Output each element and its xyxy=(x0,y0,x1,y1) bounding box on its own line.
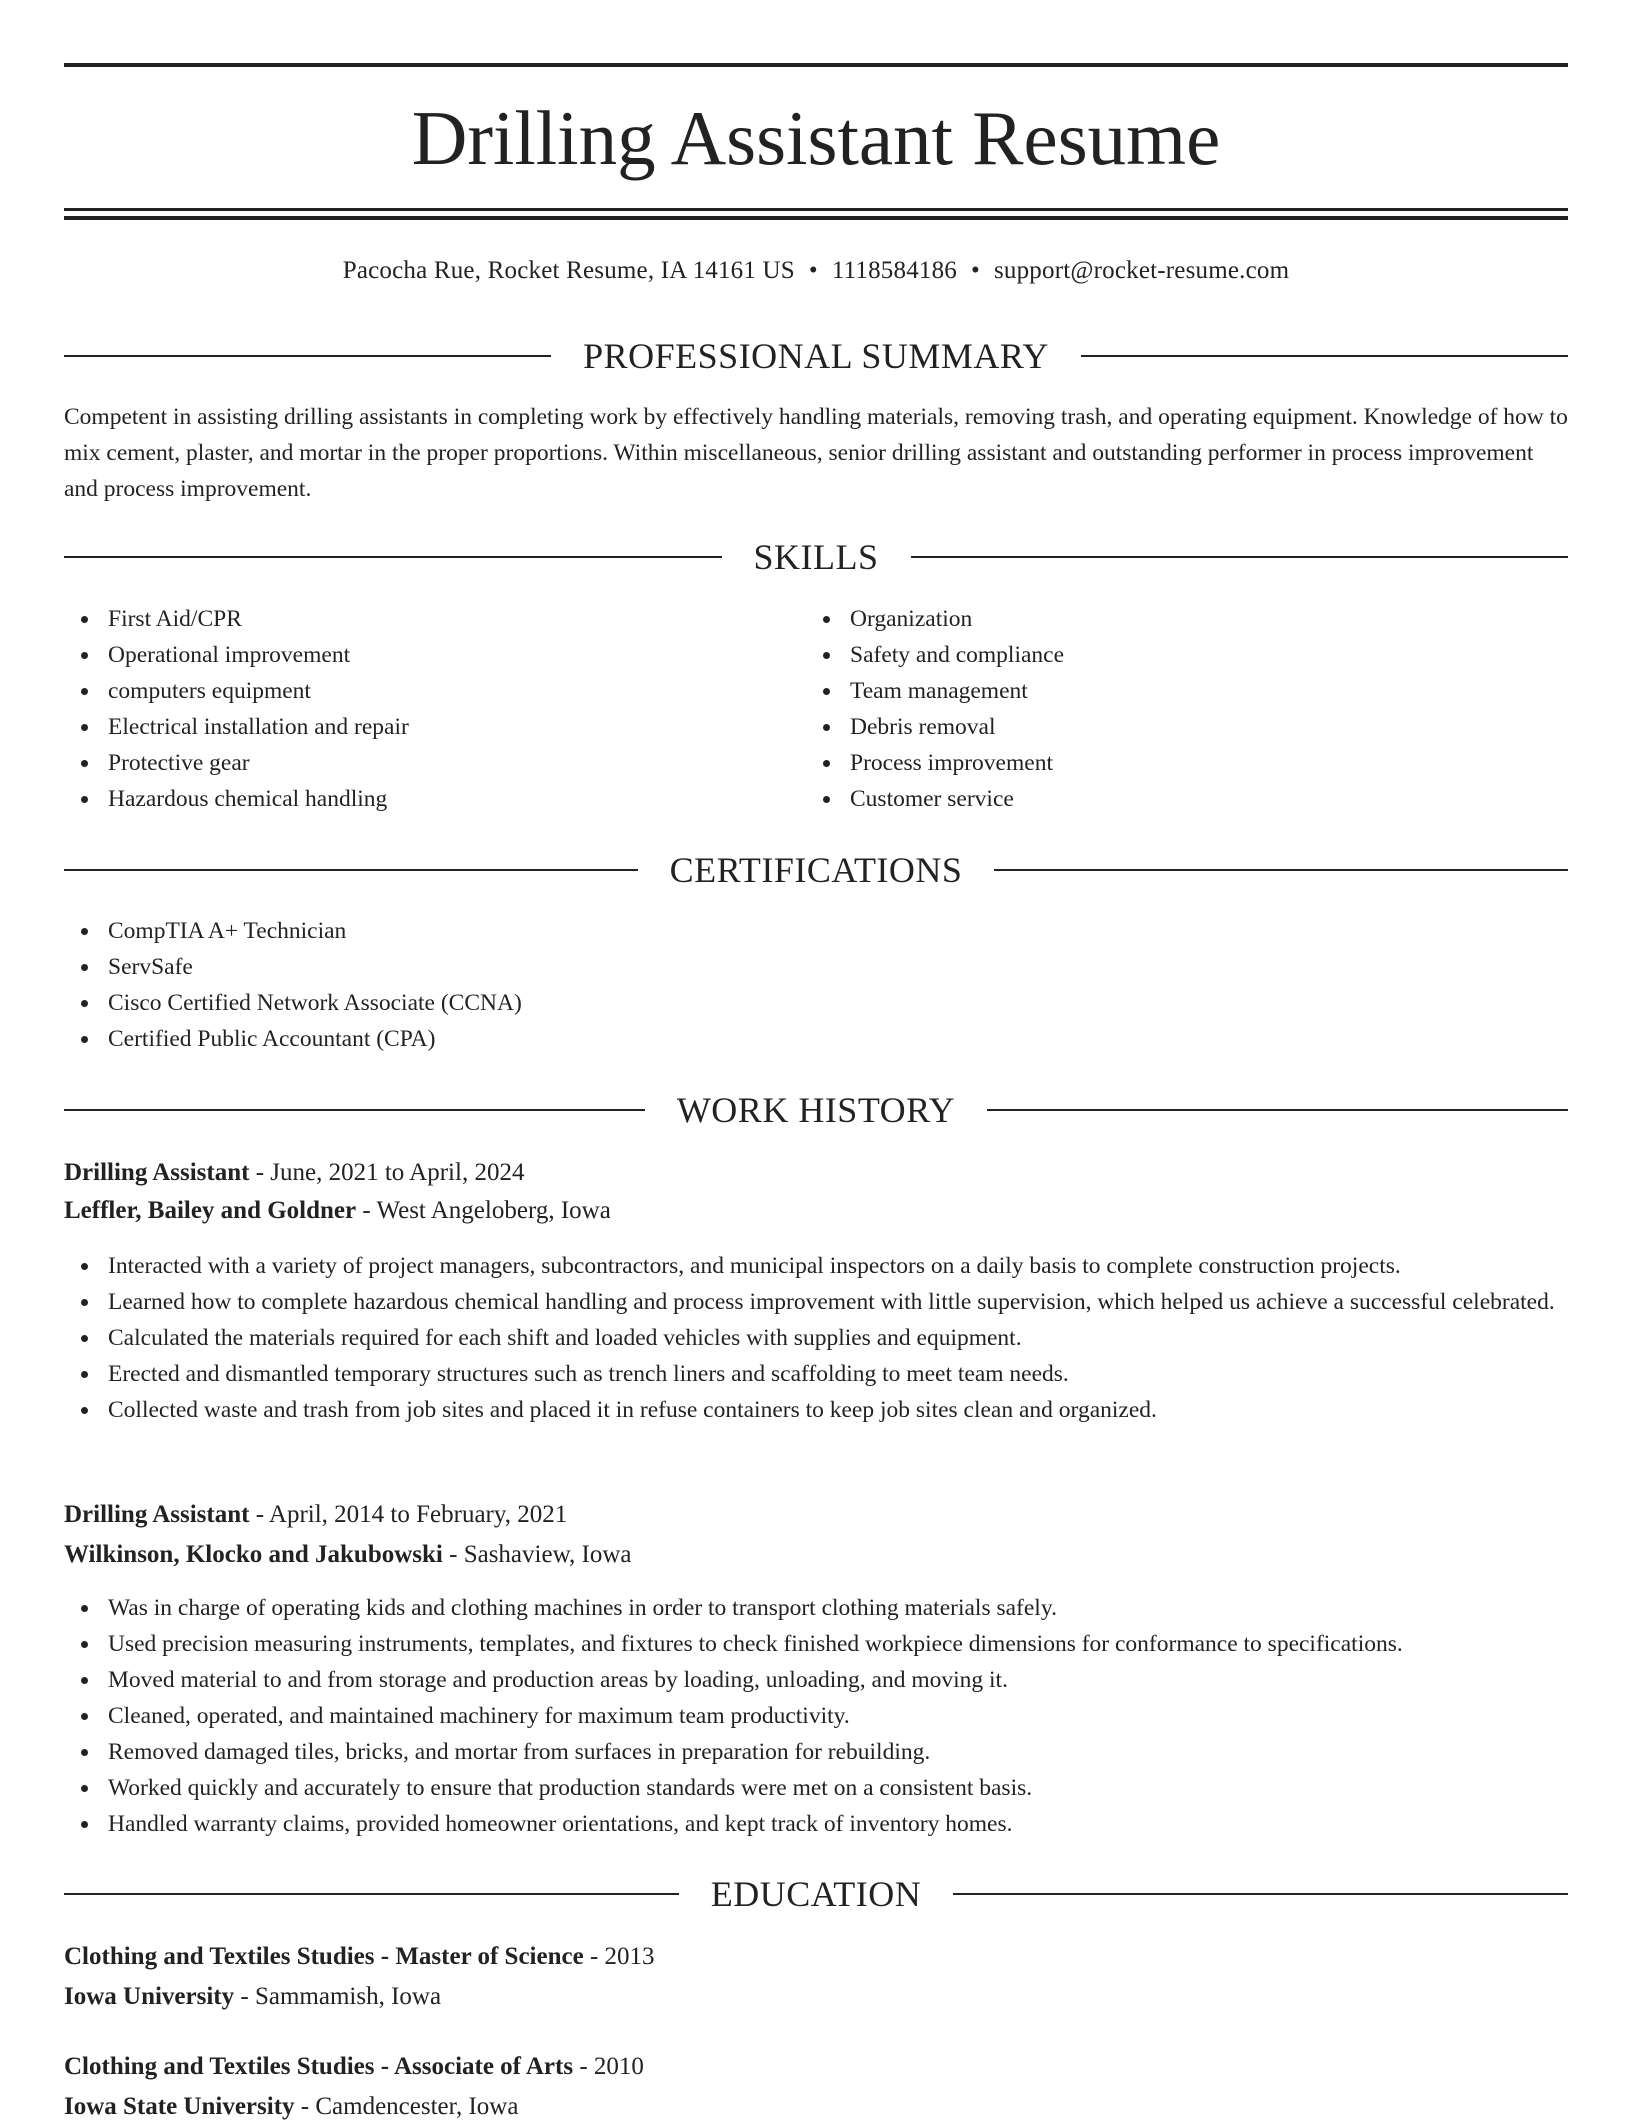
contact-address: Pacocha Rue, Rocket Resume, IA 14161 US xyxy=(342,257,795,284)
list-item: Erected and dismantled temporary structures such as trench liners and scaffolding to meet team needs. xyxy=(64,1356,1568,1392)
section-heading-work-history xyxy=(64,1088,1568,1132)
section-heading-summary xyxy=(64,334,1568,378)
list-item: Moved material to and from storage and production areas by loading, unloading, and moving it. xyxy=(64,1662,1568,1698)
page-title: Drilling Assistant Resume xyxy=(411,95,1221,181)
list-item: Collected waste and trash from job sites and placed it in refuse containers to keep job sites clean and organized. xyxy=(64,1392,1568,1428)
list-item: Debris removal xyxy=(806,709,1546,745)
education-degree: Clothing and Textiles Studies - Master of Science xyxy=(64,1943,584,1970)
list-item: CompTIA A+ Technician xyxy=(64,913,1568,949)
education-year: - 2010 xyxy=(573,2053,644,2080)
job-dates: - June, 2021 to April, 2024 xyxy=(249,1159,525,1186)
list-item: Interacted with a variety of project managers, subcontractors, and municipal inspectors on a daily basis to complete construction projects. xyxy=(64,1248,1568,1284)
list-item: Calculated the materials required for each shift and loaded vehicles with supplies and equipment. xyxy=(64,1320,1568,1356)
job-title-line xyxy=(64,1155,524,1191)
list-item: Team management xyxy=(806,673,1546,709)
list-item: Used precision measuring instruments, templates, and fixtures to check finished workpiece dimensions for conformance to specifications. xyxy=(64,1626,1568,1662)
list-item: Cleaned, operated, and maintained machinery for maximum team productivity. xyxy=(64,1698,1568,1734)
list-item: Safety and compliance xyxy=(806,637,1546,673)
job-dates: - April, 2014 to February, 2021 xyxy=(249,1501,568,1528)
list-item: Customer service xyxy=(806,781,1546,817)
education-degree-line xyxy=(64,1939,655,1975)
education-school-line xyxy=(64,2089,518,2125)
job-title: Drilling Assistant xyxy=(64,1159,250,1186)
education-degree: Clothing and Textiles Studies - Associate of Arts xyxy=(64,2053,574,2080)
section-heading-label: WORK HISTORY xyxy=(676,1090,956,1130)
list-item: Operational improvement xyxy=(64,637,804,673)
skills-list-right xyxy=(806,601,1546,817)
list-item: Handled warranty claims, provided homeowner orientations, and kept track of inventory homes. xyxy=(64,1806,1568,1842)
skills-list-left xyxy=(64,601,804,817)
section-heading-label: PROFESSIONAL SUMMARY xyxy=(583,336,1049,376)
title-double-rule xyxy=(64,208,1568,220)
section-heading-certifications xyxy=(64,848,1568,892)
list-item: Process improvement xyxy=(806,745,1546,781)
contact-phone: 1118584186 xyxy=(831,257,958,284)
job-company: Leffler, Bailey and Goldner xyxy=(64,1197,357,1224)
list-item: Worked quickly and accurately to ensure that production standards were met on a consistent basis. xyxy=(64,1770,1568,1806)
list-item: Cisco Certified Network Associate (CCNA) xyxy=(64,985,1568,1021)
job-location: - Sashaview, Iowa xyxy=(442,1541,632,1568)
contact-line xyxy=(64,254,1568,288)
summary-text: Competent in assisting drilling assistants in completing work by effectively handling materials, removing trash, and operating equipment. Knowledge of how to mix cement, plaster, and mortar in the proper proportions. Within miscellaneous, senior drilling assistant and outstanding performer in process improvement and process improvement. xyxy=(64,404,1568,502)
contact-separator: • xyxy=(808,257,818,284)
section-heading-label: SKILLS xyxy=(753,537,879,577)
education-school: Iowa State University xyxy=(64,2093,295,2120)
job-bullets xyxy=(64,1590,1568,1842)
list-item: First Aid/CPR xyxy=(64,601,804,637)
education-school-line xyxy=(64,1979,441,2015)
education-location: - Camdencester, Iowa xyxy=(294,2093,519,2120)
education-degree-line xyxy=(64,2049,644,2085)
list-item: Learned how to complete hazardous chemical handling and process improvement with little supervision, which helped us achieve a successful celebrated. xyxy=(64,1284,1568,1320)
list-item: Organization xyxy=(806,601,1546,637)
list-item: Protective gear xyxy=(64,745,804,781)
job-title-line xyxy=(64,1497,567,1533)
top-rule xyxy=(64,63,1568,67)
list-item: ServSafe xyxy=(64,949,1568,985)
section-heading-skills xyxy=(64,535,1568,579)
job-bullets xyxy=(64,1248,1568,1428)
job-company-line xyxy=(64,1537,631,1573)
section-heading-label: EDUCATION xyxy=(710,1874,922,1914)
list-item: computers equipment xyxy=(64,673,804,709)
list-item: Hazardous chemical handling xyxy=(64,781,804,817)
job-title: Drilling Assistant xyxy=(64,1501,250,1528)
job-location: - West Angeloberg, Iowa xyxy=(356,1197,611,1224)
list-item: Removed damaged tiles, bricks, and mortar from surfaces in preparation for rebuilding. xyxy=(64,1734,1568,1770)
section-heading-label: CERTIFICATIONS xyxy=(669,850,963,890)
education-location: - Sammamish, Iowa xyxy=(234,1983,442,2010)
contact-email: support@rocket-resume.com xyxy=(993,257,1290,284)
contact-separator: • xyxy=(971,257,980,284)
list-item: Was in charge of operating kids and clothing machines in order to transport clothing materials safely. xyxy=(64,1590,1568,1626)
list-item: Certified Public Accountant (CPA) xyxy=(64,1021,1568,1057)
job-company: Wilkinson, Klocko and Jakubowski xyxy=(64,1541,443,1568)
section-heading-education xyxy=(64,1872,1568,1916)
list-item: Electrical installation and repair xyxy=(64,709,804,745)
education-year: - 2013 xyxy=(583,1943,655,1970)
job-company-line xyxy=(64,1193,611,1229)
certifications-list xyxy=(64,913,1568,1057)
education-school: Iowa University xyxy=(64,1983,235,2010)
